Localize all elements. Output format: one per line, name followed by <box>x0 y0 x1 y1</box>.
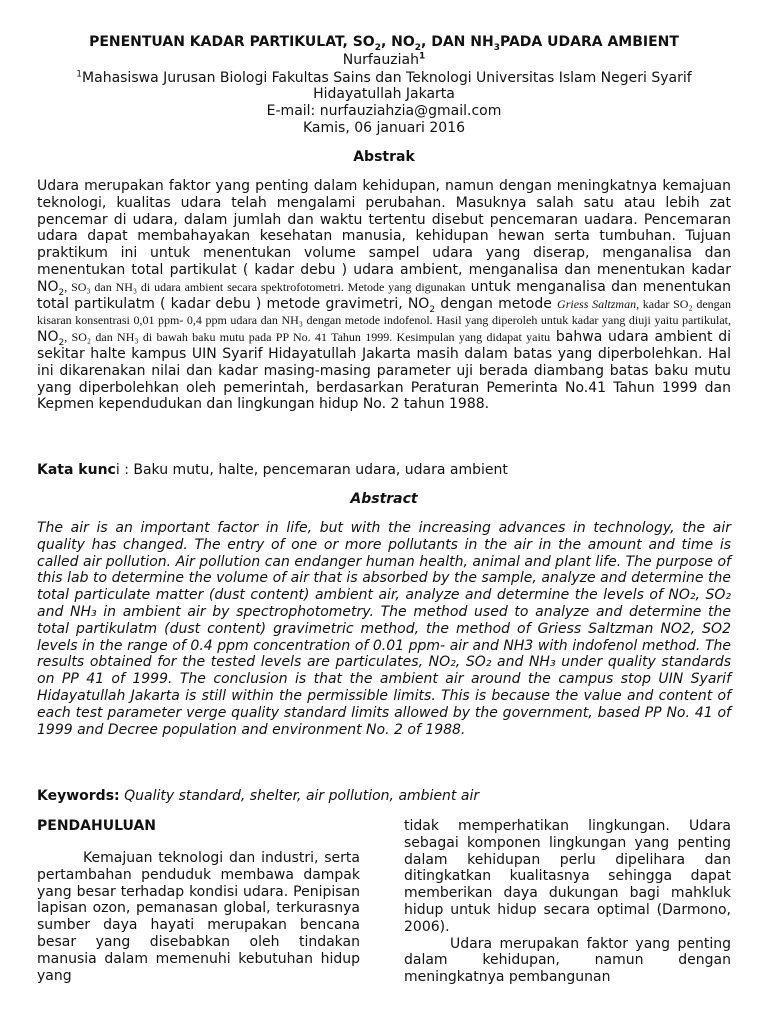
pendahuluan-right-paragraph-1: tidak memperhatikan lingkungan. Udara sebagai komponen lingkungan yang penting dalam kehidupan perlu dipelihara dan ditingkatkan kualitasnya sehingga dapat memberikan daya dukungan bagi mahkluk hidup untuk hidup secara optimal (Darmono, 2006). <box>404 818 731 935</box>
kata-kunci: Kata kunci : Baku mutu, halte, pencemaran udara, udara ambient <box>37 462 508 478</box>
abstrak-heading: Abstrak <box>353 149 415 165</box>
pendahuluan-right-paragraph-2: Udara merupakan faktor yang penting dalam kehidupan, namun dengan meningkatnya pembangunan <box>404 935 731 986</box>
author-email: E-mail: nurfauziahzia@gmail.com <box>266 103 502 119</box>
affiliation-line-1: $^1$Mahasiswa Jurusan Biologi Fakultas Sains dan Teknologi Universitas Islam Negeri Syarif <box>76 69 692 86</box>
keywords-line: Keywords: Quality standard, shelter, air pollution, ambient air <box>37 788 480 804</box>
pendahuluan-left-column: Kemajuan teknologi dan industri, serta pertambahan penduduk membawa dampak yang besar terhadap kondisi udara. Penipisan lapisan ozon, pemanasan global, terkurasnya sumber daya hayati merupakan bencana besar yang disebabkan oleh tindakan manusia dalam memenuhi kebutuhan hidup yang <box>37 850 360 984</box>
author-name: Nurfauziah$^1$ <box>342 51 426 68</box>
paper-title: PENENTUAN KADAR PARTIKULAT, $SO_2$, $NO_2$, DAN $NH_3PADA$ UDARA AMBIENT <box>89 34 679 53</box>
abstrak-body: Udara merupakan faktor yang penting dalam kehidupan, namun dengan meningkatnya kemajuan teknologi, kualitas udara telah mengalami perubahan. Masuknya salah satu atau lebih zat pencemar di udara, dalam jumlah dan waktu tertentu disebut pencemaran uadara. Pencemaran udara dapat membahayakan kesehatan manusia, kehidupan hewan serta tumbuhan. Tujuan praktikum ini untuk menentukan volume sampel udara yang diserap, menganalisa dan menentukan total partikulat ( kadar debu ) udara ambient, menganalisa dan menentukan kadar $NO_2$, SO₃ dan NH₃ di udara ambient secara spektrofotometri. Metode yang digunakan untuk menganalisa dan menentukan total partikulatm ( kadar debu ) metode gravimetri, $NO_2$ dengan metode Griess Saltzman, kadar SO₂ dengan kisaran konsentrasi 0,01 ppm- 0,4 ppm udara dan NH₃ dengan metode indofenol. Hasil yang diperoleh untuk kadar yang diuji yaitu partikulat, $NO_2$, SO₂ dan NH₃ di bawah baku mutu pada PP No. 41 Tahun 1999. Kesimpulan yang didapat yaitu bahwa udara ambient di sekitar halte kampus UIN Syarif Hidayatullah Jakarta masih dalam batas yang diperbolehkan. Hal ini dikarenakan nilai dan kadar masing-masing parameter uji berada diambang batas baku mutu yang diperbolehkan oleh pemerintah, berdasarkan Peraturan Pemerinta No.41 Tahun 1999 dan Kepmen kependudukan dan lingkungan hidup No. 2 tahun 1988. <box>37 178 732 413</box>
pendahuluan-right-column <box>404 818 731 986</box>
pendahuluan-heading: PENDAHULUAN <box>37 818 156 834</box>
abstract-heading: Abstract <box>350 491 418 507</box>
abstract-body: The air is an important factor in life, but with the increasing advances in technology, the air quality has changed. The entry of one or more pollutants in the air in the amount and time is called air pollution. Air pollution can endanger human health, animal and plant life. The purpose of this lab to determine the volume of air that is absorbed by the sample, analyze and determine the total particulate matter (dust content) ambient air, analyze and determine the levels of NO₂, SO₂ and NH₃ in ambient air by spectrophotometry. The method used to analyze and determine the total partikulatm (dust content) gravimetric method, the method of Griess Saltzman NO2, SO2 levels in the range of 0.4 ppm concentration of 0.01 ppm- air and NH3 with indofenol method. The results obtained for the tested levels are particulates, NO₂, SO₂ and NH₃ under quality standards on PP 41 of 1999. The conclusion is that the ambient air around the campus stop UIN Syarif Hidayatullah Jakarta is still within the permissible limits. This is because the value and content of each test parameter verge quality standard limits allowed by the government, based PP No. 41 of 1999 and Decree population and environment No. 2 of 1988. <box>37 520 731 738</box>
affiliation-line-2: Hidayatullah Jakarta <box>313 86 455 102</box>
paper-date: Kamis, 06 januari 2016 <box>302 120 466 136</box>
